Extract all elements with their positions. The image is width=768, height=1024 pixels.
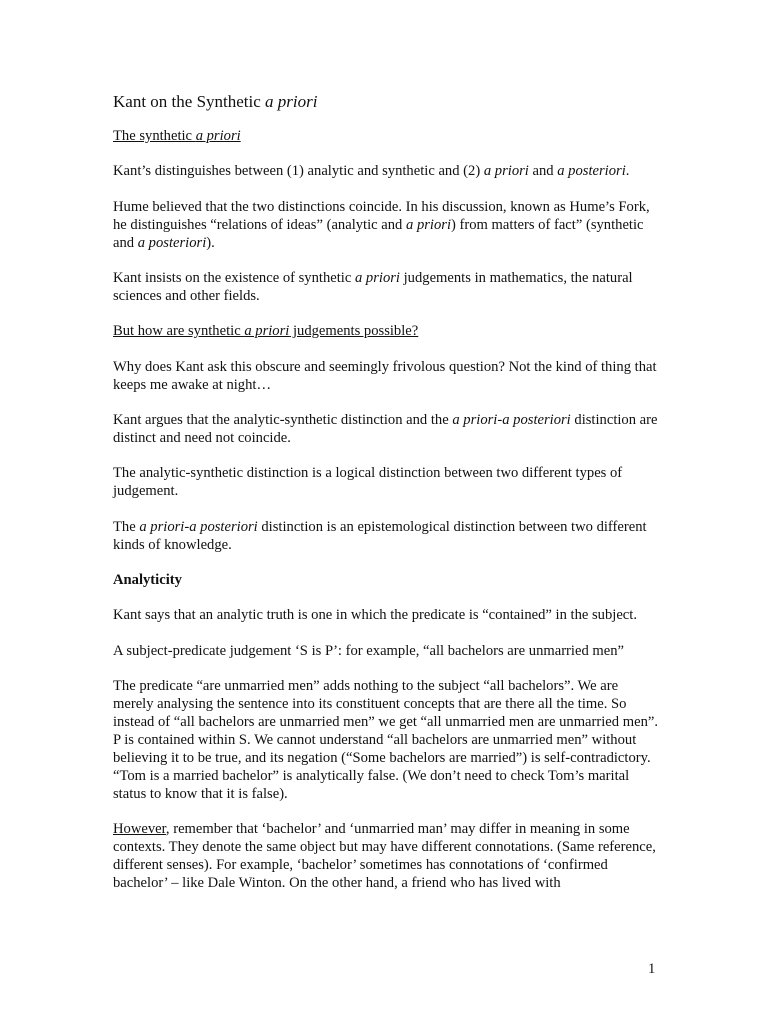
- paragraph-logical-distinction: The analytic-synthetic distinction is a logical distinction between two different types of judgement.: [113, 465, 623, 500]
- paragraph-however: However, remember that ‘bachelor’ and ‘unmarried man’ may differ in meaning in some contexts. They denote the same object but may have different connotations. (Same reference, different senses). For example, ‘bachelor’ sometimes has connotations of ‘confirmed bachelor’ – like Dale Winton. On the other hand, a friend who has lived with: [113, 821, 656, 891]
- page-number: 1: [648, 961, 656, 977]
- paragraph-bachelors-example: The predicate “are unmarried men” adds nothing to the subject “all bachelors”. We are merely analysing the sentence into its constituent concepts that are there all the time. So instead of “all bachelors are unmarried men” we get “all unmarried men are unmarried men”. P is contained within S. We cannot understand “all bachelors are unmarried men” without believing it to be true, and its negation (“Some bachelors are married”) is self-contradictory. “Tom is a married bachelor” is analytically false. (We don’t need to check Tom’s marital status to know that it is false).: [113, 678, 658, 802]
- document-body: [113, 92, 658, 910]
- section-heading-synthetic-a-priori: The synthetic a priori: [113, 128, 241, 144]
- section-heading-how-possible: But how are synthetic a priori judgements possible?: [113, 323, 419, 340]
- document-title: Kant on the Synthetic a priori: [113, 92, 318, 111]
- paragraph-distinct-distinctions: Kant argues that the analytic-synthetic distinction and the a priori-a posteriori distinction are distinct and need not coincide.: [113, 412, 658, 446]
- paragraph-why-ask: Why does Kant ask this obscure and seemingly frivolous question? Not the kind of thing that keeps me awake at night…: [113, 358, 657, 393]
- paragraph-epistemological-distinction: The a priori-a posteriori distinction is an epistemological distinction between two different kinds of knowledge.: [113, 518, 647, 553]
- paragraph-humes-fork: Hume believed that the two distinctions coincide. In his discussion, known as Hume’s Fork, he distinguishes “relations of ideas” (analytic and a priori) from matters of fact” (synthetic and a posteriori).: [113, 198, 650, 251]
- section-heading-analyticity: Analyticity: [113, 572, 182, 588]
- paragraph-kant-insists: Kant insists on the existence of synthetic a priori judgements in mathematics, the natural sciences and other fields.: [113, 270, 633, 304]
- paragraph-distinctions: Kant’s distinguishes between (1) analytic and synthetic and (2) a priori and a posteriori.: [113, 163, 630, 180]
- paragraph-contained-predicate: Kant says that an analytic truth is one in which the predicate is “contained” in the subject.: [113, 607, 637, 624]
- paragraph-subject-predicate: A subject-predicate judgement ‘S is P’: for example, “all bachelors are unmarried men”: [113, 642, 624, 659]
